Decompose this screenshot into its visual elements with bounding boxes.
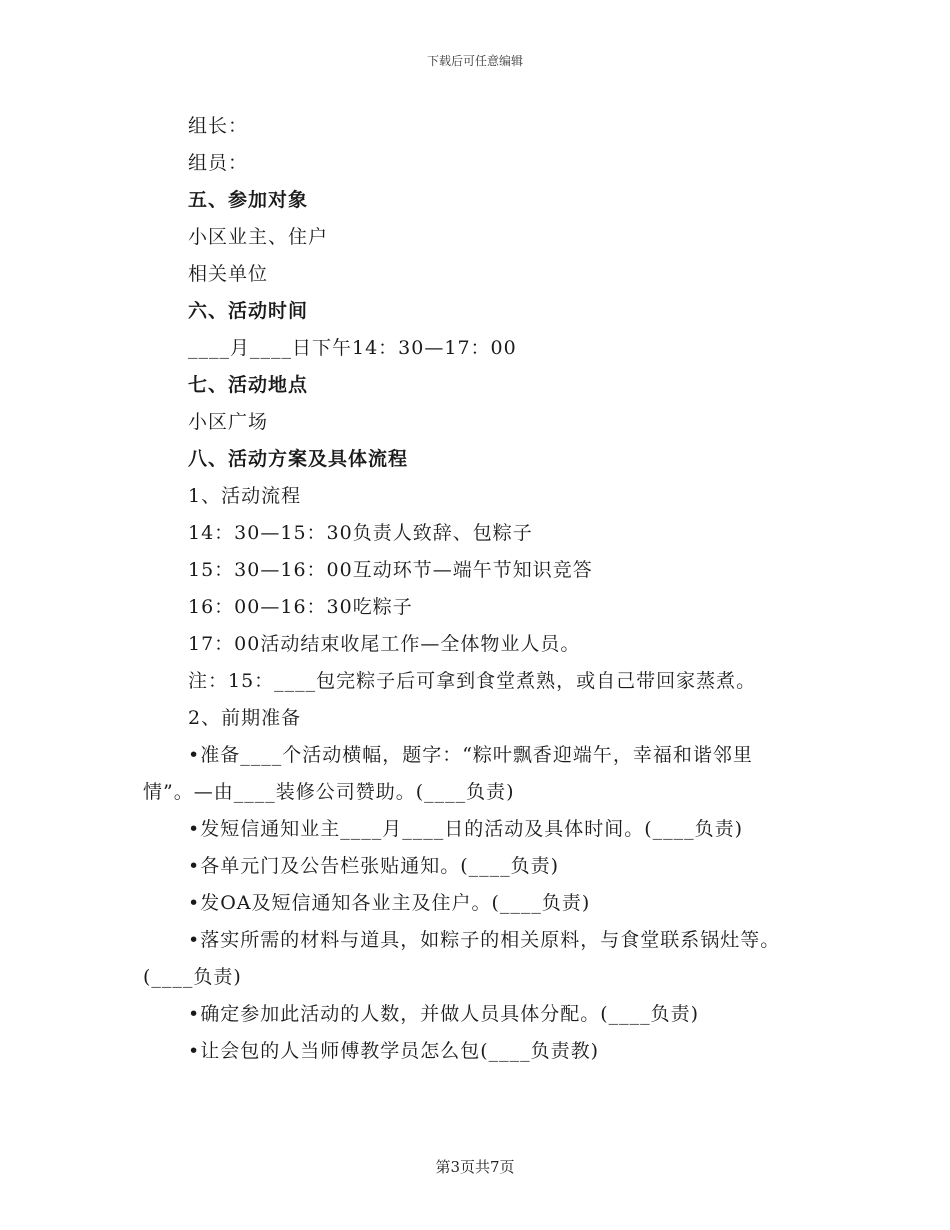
bullet-item: •确定参加此活动的人数，并做人员具体分配。(____负责): [188, 1003, 700, 1025]
page-number: 第3页共7页: [435, 1158, 515, 1176]
bullet-item: •准备____个活动横幅，题字：“粽叶飘香迎端午，幸福和谐邻里: [188, 744, 753, 766]
schedule-item: 16：00—16：30吃粽子: [188, 596, 413, 618]
schedule-item: 17：00活动结束收尾工作—全体物业人员。: [188, 633, 581, 655]
bullet-item: •让会包的人当师傅教学员怎么包(____负责教): [188, 1040, 600, 1062]
subsection-heading: 2、前期准备: [188, 707, 302, 729]
section-heading-time: 六、活动时间: [188, 300, 309, 322]
members-line: 组员：: [188, 152, 249, 174]
bullet-item: •落实所需的材料与道具，如粽子的相关原料，与食堂联系锅灶等。: [188, 929, 781, 951]
schedule-item: 15：30—16：00互动环节—端午节知识竞答: [188, 559, 593, 581]
paragraph-line: 小区业主、住户: [188, 226, 329, 248]
bullet-item: •发OA及短信通知各业主及住户。(____负责): [188, 892, 591, 914]
paragraph-line: 相关单位: [188, 263, 269, 285]
section-heading-participants: 五、参加对象: [188, 189, 309, 211]
section-heading-plan: 八、活动方案及具体流程: [188, 448, 409, 470]
schedule-item: 14：30—15：30负责人致辞、包粽子: [188, 522, 533, 544]
bullet-item-continuation: (____负责): [143, 966, 242, 988]
page-header: 下载后可任意编辑: [426, 54, 523, 68]
leader-line: 组长：: [188, 115, 249, 137]
paragraph-line: ____月____日下午14：30—17：00: [188, 337, 517, 359]
note-line: 注：15：____包完粽子后可拿到食堂煮熟，或自己带回家蒸煮。: [188, 670, 757, 692]
section-heading-location: 七、活动地点: [188, 374, 309, 396]
bullet-item: •各单元门及公告栏张贴通知。(____负责): [188, 855, 560, 877]
bullet-item-continuation: 情”。—由____装修公司赞助。(____负责): [143, 781, 515, 803]
subsection-heading: 1、活动流程: [188, 485, 302, 507]
bullet-item: •发短信通知业主____月____日的活动及具体时间。(____负责): [188, 818, 744, 840]
paragraph-line: 小区广场: [188, 411, 269, 433]
